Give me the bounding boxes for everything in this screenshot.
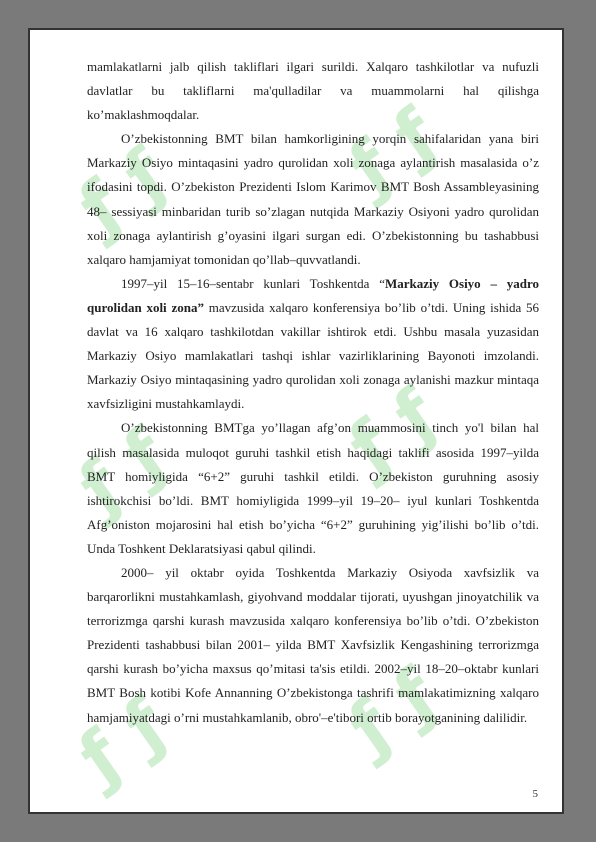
paragraph-5: 2000– yil oktabr oyida Toshkentda Markaziy Osiyoda xavfsizlik va barqarorlikni mustahkamlash, giyohvand moddalar tijorati, uyushgan jinoyatchilik va terrorizmga qarshi kurash mavzusida xalqaro konferensiya bo’lib o’tdi. O’zbekiston Prezidenti tashabbusi bilan 2001– yilda BMT Xavfsizlik Kengashining terrorizmga qarshi kurash bo’yicha maxsus qo’mitasi ta'sis etildi. 2002–yil 18–20–oktabr kunlari BMT Bosh kotibi Kofe Annanning O’zbekistonga tashrifi mamlakatimizning xalqaro hamjamiyatdagi o’rni mustahkamlanib, obro'–e'tibori ortib borayotganining dalilidir. — [87, 564, 539, 725]
paragraph-1: mamlakatlarni jalb qilish takliflari ilgari surildi. Xalqaro tashkilotlar va nufuzli davlatlar bu takliflarni ma'qulladilar va muammolarni hal qilishga ko’maklashmoqdalar. — [87, 59, 539, 123]
watermark-icon: ƒ ƒ — [64, 682, 182, 800]
document-page — [28, 28, 564, 814]
paragraph-4: O’zbekistonning BMTga yo’llagan afg’on muammosini tinch yo'l bilan hal qilish masalasida muloqot guruhi tashkil etish haqidagi taklifi asosida 1997–yilda BMT homiyligida “6+2” guruhi tashkil etildi. O’zbekiston guruhning asosiy ishtirokchisi bo’ldi. BMT homiyligida 1999–yil 19–20– iyul kunlari Toshkentda Afg’oniston mojarosini hal etish bo’yicha “6+2” guruhining yig’ilishi bo’lib o’tdi. Unda Toshkent Deklaratsiyasi qabul qilindi. — [87, 420, 539, 556]
watermark-icon: ƒ ƒ — [64, 132, 182, 250]
body-text — [87, 55, 539, 730]
paragraph-3-end: mavzusida xalqaro konferensiya bo’lib o’tdi. Uning ishida 56 davlat va 16 xalqaro tashkilotdan vakillar ishtirok etdi. Ushbu masala yuzasidan Markaziy Osiyo mamlakatlari tashqi ishlar vazirliklarining Bayonoti imzolandi. Markaziy Osiyo mintaqasining yadro qurolidan xoli zonaga aylanishi mazkur mintaqa xavfsizligini mustahkamlaydi. — [87, 299, 540, 412]
watermark-icon: ƒ ƒ — [334, 652, 452, 770]
watermark-icon: ƒ ƒ — [334, 372, 452, 490]
paragraph-3 — [87, 272, 539, 417]
paragraph-2: O’zbekistonning BMT bilan hamkorligining yorqin sahifalaridan yana biri Markaziy Osiyo mintaqasini yadro qurolidan xoli zonaga aylantirish masalasida o’z ifodasini topdi. O’zbekiston Prezidenti Islom Karimov BMT Bosh Assambleyasining 48– sessiyasi minbaridan turib so’zlagan nutqida Markaziy Osiyoni yadro qurolidan xoli zonaga aylantirish g’oyasini ilgari surgan edi. O’zbekistonning bu tashabbusi xalqaro hamjamiyat tomonidan qo’llab–quvvatlandi. — [87, 131, 539, 267]
watermark-icon: ƒ ƒ — [334, 92, 452, 210]
conference-title: Markaziy Osiyo – yadro qurolidan xoli zona” — [87, 275, 539, 315]
paragraph-3-start: 1997–yil 15–16–sentabr kunlari Toshkentda “ — [121, 275, 385, 291]
watermark-icon: ƒ ƒ — [64, 412, 182, 530]
page-number: 5 — [532, 788, 538, 800]
